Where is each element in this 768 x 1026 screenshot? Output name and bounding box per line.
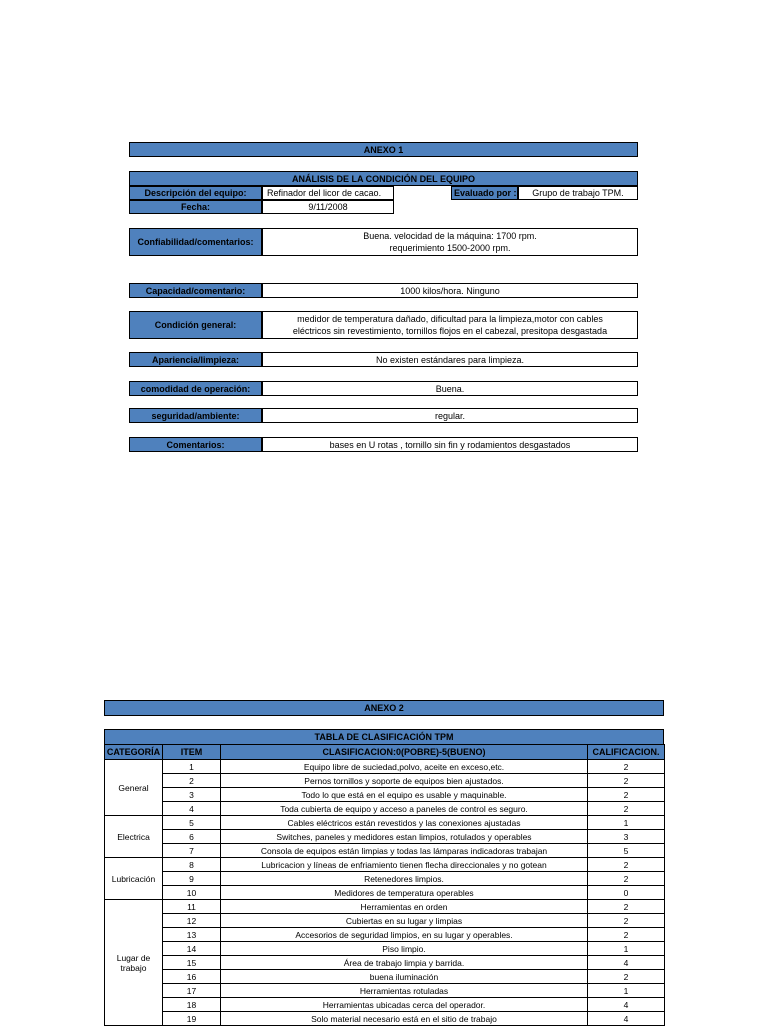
tpm-classification-table <box>104 744 665 1026</box>
operation-comfort-value: Buena. <box>262 381 638 396</box>
table-row <box>105 788 665 802</box>
item-description: buena iluminación <box>221 970 588 984</box>
item-description: Toda cubierta de equipo y acceso a paneles de control es seguro. <box>221 802 588 816</box>
item-description: Solo material necesario está en el sitio de trabajo <box>221 1012 588 1026</box>
annex2-title: ANEXO 2 <box>104 700 664 716</box>
item-description: Área de trabajo limpia y barrida. <box>221 956 588 970</box>
table-row <box>105 760 665 774</box>
item-description: Equipo libre de suciedad,polvo, aceite en exceso,etc. <box>221 760 588 774</box>
item-number: 13 <box>163 928 221 942</box>
item-number: 15 <box>163 956 221 970</box>
table-row <box>105 984 665 998</box>
category-electrica: Electrica <box>105 816 163 858</box>
category-lubricacion: Lubricación <box>105 858 163 900</box>
table-row <box>105 956 665 970</box>
item-description: Lubricacion y líneas de enfriamiento tienen flecha direccionales y no gotean <box>221 858 588 872</box>
comments-value: bases en U rotas , tornillo sin fin y rodamientos desgastados <box>262 437 638 452</box>
general-condition-label: Condición general: <box>129 311 262 339</box>
item-number: 7 <box>163 844 221 858</box>
reliability-line-1: Buena. velocidad de la máquina: 1700 rpm. <box>363 231 537 241</box>
item-score: 2 <box>588 802 665 816</box>
item-number: 16 <box>163 970 221 984</box>
general-condition-value <box>262 311 638 339</box>
item-score: 1 <box>588 984 665 998</box>
item-score: 0 <box>588 886 665 900</box>
item-description: Switches, paneles y medidores estan limpios, rotulados y operables <box>221 830 588 844</box>
table-row <box>105 816 665 830</box>
general-condition-line-2: eléctricos sin revestimiento, tornillos flojos en el cabezal, presitopa desgastada <box>292 326 608 336</box>
reliability-value <box>262 228 638 256</box>
item-number: 10 <box>163 886 221 900</box>
table-row <box>105 858 665 872</box>
item-number: 8 <box>163 858 221 872</box>
item-number: 11 <box>163 900 221 914</box>
annex1-title: ANEXO 1 <box>129 142 638 157</box>
item-score: 2 <box>588 872 665 886</box>
item-score: 2 <box>588 760 665 774</box>
item-number: 4 <box>163 802 221 816</box>
general-condition-line-1: medidor de temperatura dañado, dificultad para la limpieza,motor con cables <box>297 314 603 324</box>
item-score: 4 <box>588 1012 665 1026</box>
item-score: 3 <box>588 830 665 844</box>
item-description: Piso limpio. <box>221 942 588 956</box>
table-row <box>105 802 665 816</box>
item-score: 5 <box>588 844 665 858</box>
item-description: Herramientas en orden <box>221 900 588 914</box>
item-number: 2 <box>163 774 221 788</box>
date-label: Fecha: <box>129 200 262 214</box>
column-header-category: CATEGORÍA <box>105 745 163 760</box>
reliability-line-2: requerimiento 1500-2000 rpm. <box>389 243 511 253</box>
item-description: Consola de equipos están limpias y todas las lámparas indicadoras trabajan <box>221 844 588 858</box>
item-score: 1 <box>588 942 665 956</box>
safety-label: seguridad/ambiente: <box>129 408 262 423</box>
table-row <box>105 774 665 788</box>
item-description: Cubiertas en su lugar y limpias <box>221 914 588 928</box>
equipment-description-value: Refinador del licor de cacao. <box>262 186 394 200</box>
item-score: 2 <box>588 970 665 984</box>
item-description: Pernos tornillos y soporte de equipos bien ajustados. <box>221 774 588 788</box>
item-number: 1 <box>163 760 221 774</box>
annex2-subtitle: TABLA DE CLASIFICACIÓN TPM <box>104 729 664 744</box>
appearance-value: No existen estándares para limpieza. <box>262 352 638 367</box>
safety-value: regular. <box>262 408 638 423</box>
item-score: 4 <box>588 998 665 1012</box>
item-score: 2 <box>588 774 665 788</box>
item-number: 3 <box>163 788 221 802</box>
operation-comfort-label: comodidad de operación: <box>129 381 262 396</box>
equipment-description-label: Descripción del equipo: <box>129 186 262 200</box>
item-number: 9 <box>163 872 221 886</box>
comments-label: Comentarios: <box>129 437 262 452</box>
column-header-score: CALIFICACION. <box>588 745 665 760</box>
table-row <box>105 914 665 928</box>
table-row <box>105 998 665 1012</box>
item-number: 14 <box>163 942 221 956</box>
item-number: 5 <box>163 816 221 830</box>
item-description: Medidores de temperatura operables <box>221 886 588 900</box>
evaluated-by-value: Grupo de trabajo TPM. <box>518 186 638 200</box>
table-row <box>105 886 665 900</box>
item-score: 1 <box>588 816 665 830</box>
evaluated-by-label: Evaluado por : <box>451 186 518 200</box>
item-number: 6 <box>163 830 221 844</box>
item-score: 2 <box>588 788 665 802</box>
table-row <box>105 928 665 942</box>
item-score: 4 <box>588 956 665 970</box>
item-description: Todo lo que está en el equipo es usable y maquinable. <box>221 788 588 802</box>
table-row <box>105 970 665 984</box>
capacity-label: Capacidad/comentario: <box>129 283 262 298</box>
category-lugar-de-trabajo: Lugar de trabajo <box>105 900 163 1026</box>
table-row <box>105 1012 665 1026</box>
item-score: 2 <box>588 858 665 872</box>
item-number: 18 <box>163 998 221 1012</box>
item-number: 17 <box>163 984 221 998</box>
reliability-label: Confiabilidad/comentarios: <box>129 228 262 256</box>
item-description: Cables eléctricos están revestidos y las conexiones ajustadas <box>221 816 588 830</box>
item-score: 2 <box>588 914 665 928</box>
table-row <box>105 900 665 914</box>
item-score: 2 <box>588 928 665 942</box>
table-row <box>105 830 665 844</box>
item-description: Accesorios de seguridad limpios, en su lugar y operables. <box>221 928 588 942</box>
category-general: General <box>105 760 163 816</box>
column-header-item: ITEM <box>163 745 221 760</box>
table-row <box>105 844 665 858</box>
item-number: 12 <box>163 914 221 928</box>
item-score: 2 <box>588 900 665 914</box>
item-number: 19 <box>163 1012 221 1026</box>
annex1-subtitle: ANÁLISIS DE LA CONDICIÓN DEL EQUIPO <box>129 171 638 186</box>
appearance-label: Apariencia/limpieza: <box>129 352 262 367</box>
table-header-row <box>105 745 665 760</box>
table-row <box>105 942 665 956</box>
table-row <box>105 872 665 886</box>
date-value: 9/11/2008 <box>262 200 394 214</box>
item-description: Herramientas rotuladas <box>221 984 588 998</box>
item-description: Retenedores limpios. <box>221 872 588 886</box>
column-header-classification: CLASIFICACION:0(POBRE)-5(BUENO) <box>221 745 588 760</box>
capacity-value: 1000 kilos/hora. Ninguno <box>262 283 638 298</box>
item-description: Herramientas ubicadas cerca del operador. <box>221 998 588 1012</box>
